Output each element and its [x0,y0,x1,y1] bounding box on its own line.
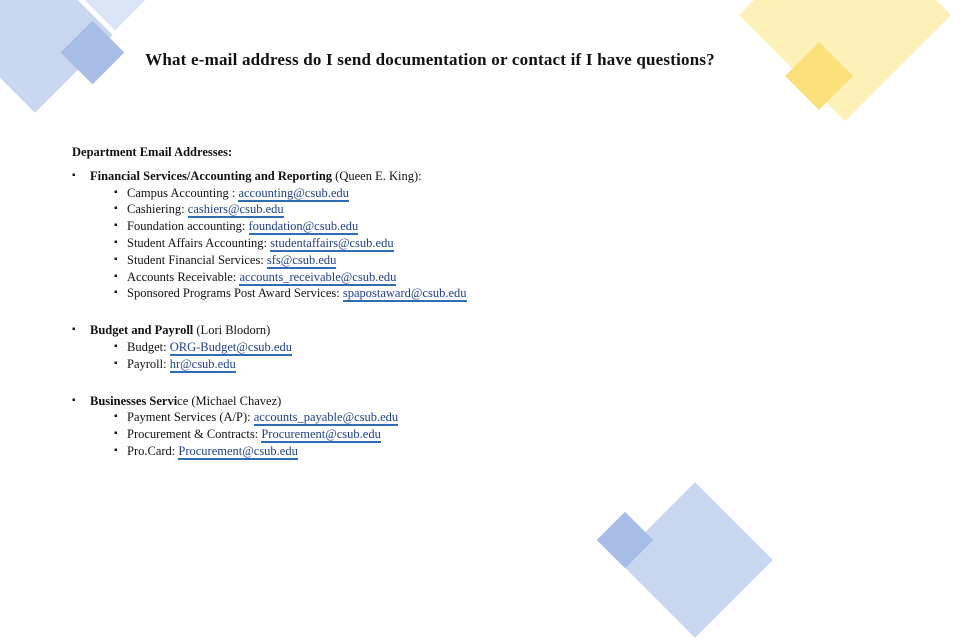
item-label: Procurement & Contracts: [127,427,262,442]
bullet: ▪ [114,411,118,423]
bullet: ▪ [72,169,76,181]
bullet: ▪ [114,340,118,352]
list-item [72,201,892,218]
email-link[interactable]: cashiers@csub.edu [187,202,284,217]
list-item [72,269,892,286]
bullet: ▪ [114,287,118,299]
item-label: Payroll: [127,356,170,371]
section-header [72,168,892,185]
list-item [72,426,892,443]
item-label: Pro.Card: [127,443,179,458]
item-label: Cashiering: [127,202,188,217]
email-link[interactable]: hr@csub.edu [169,356,236,371]
item-label: Sponsored Programs Post Award Services: [127,286,343,301]
item-label: Campus Accounting : [127,185,239,200]
section-contact: (Lori Blodorn) [193,323,271,338]
item-label: Student Financial Services: [127,252,267,267]
bullet: ▪ [114,357,118,369]
list-item [72,235,892,252]
section-header [72,393,892,410]
bullet: ▪ [114,186,118,198]
slide-title: What e-mail address do I send documentation or contact if I have questions? [145,50,715,69]
bullet: ▪ [114,253,118,265]
list-item [72,443,892,460]
list-item [72,252,892,269]
bullet: ▪ [72,394,76,406]
email-link[interactable]: studentaffairs@csub.edu [270,235,394,250]
email-link[interactable]: foundation@csub.edu [248,219,359,234]
bullet: ▪ [114,236,118,248]
email-list [72,144,892,480]
list-item [72,356,892,373]
department-heading: Department Email Addresses: [72,145,233,159]
email-link[interactable]: Procurement@csub.edu [178,443,298,458]
list-item [72,185,892,202]
item-label: Budget: [127,339,170,354]
email-link[interactable]: accounting@csub.edu [238,185,349,200]
section-header [72,322,892,339]
item-label: Foundation accounting: [127,219,249,234]
bullet: ▪ [114,428,118,440]
decor-diamond-bottom-right-large [617,482,773,638]
email-link[interactable]: accounts_receivable@csub.edu [239,269,397,284]
list-item [72,409,892,426]
bullet: ▪ [114,444,118,456]
bullet: ▪ [72,324,76,336]
bullet: ▪ [114,220,118,232]
email-link[interactable]: ORG-Budget@csub.edu [169,339,292,354]
bullet: ▪ [114,270,118,282]
section-contact: ce (Michael Chavez) [177,393,282,408]
bullet: ▪ [114,203,118,215]
email-link[interactable]: accounts_payable@csub.edu [253,410,399,425]
section-contact: (Queen E. King): [332,168,422,183]
item-label: Accounts Receivable: [127,269,240,284]
section-financial-services [72,168,892,302]
email-link[interactable]: spapostaward@csub.edu [342,286,467,301]
list-item [72,339,892,356]
item-label: Payment Services (A/P): [127,410,254,425]
section-name: Financial Services/Accounting and Reporting [90,168,333,183]
section-business-services [72,393,892,460]
item-label: Student Affairs Accounting: [127,235,271,250]
email-link[interactable]: Procurement@csub.edu [261,427,381,442]
section-budget-payroll [72,322,892,372]
section-name: Businesses Servi [90,393,178,408]
section-name: Budget and Payroll [90,323,194,338]
list-item [72,285,892,302]
email-link[interactable]: sfs@csub.edu [266,252,337,267]
list-item [72,218,892,235]
